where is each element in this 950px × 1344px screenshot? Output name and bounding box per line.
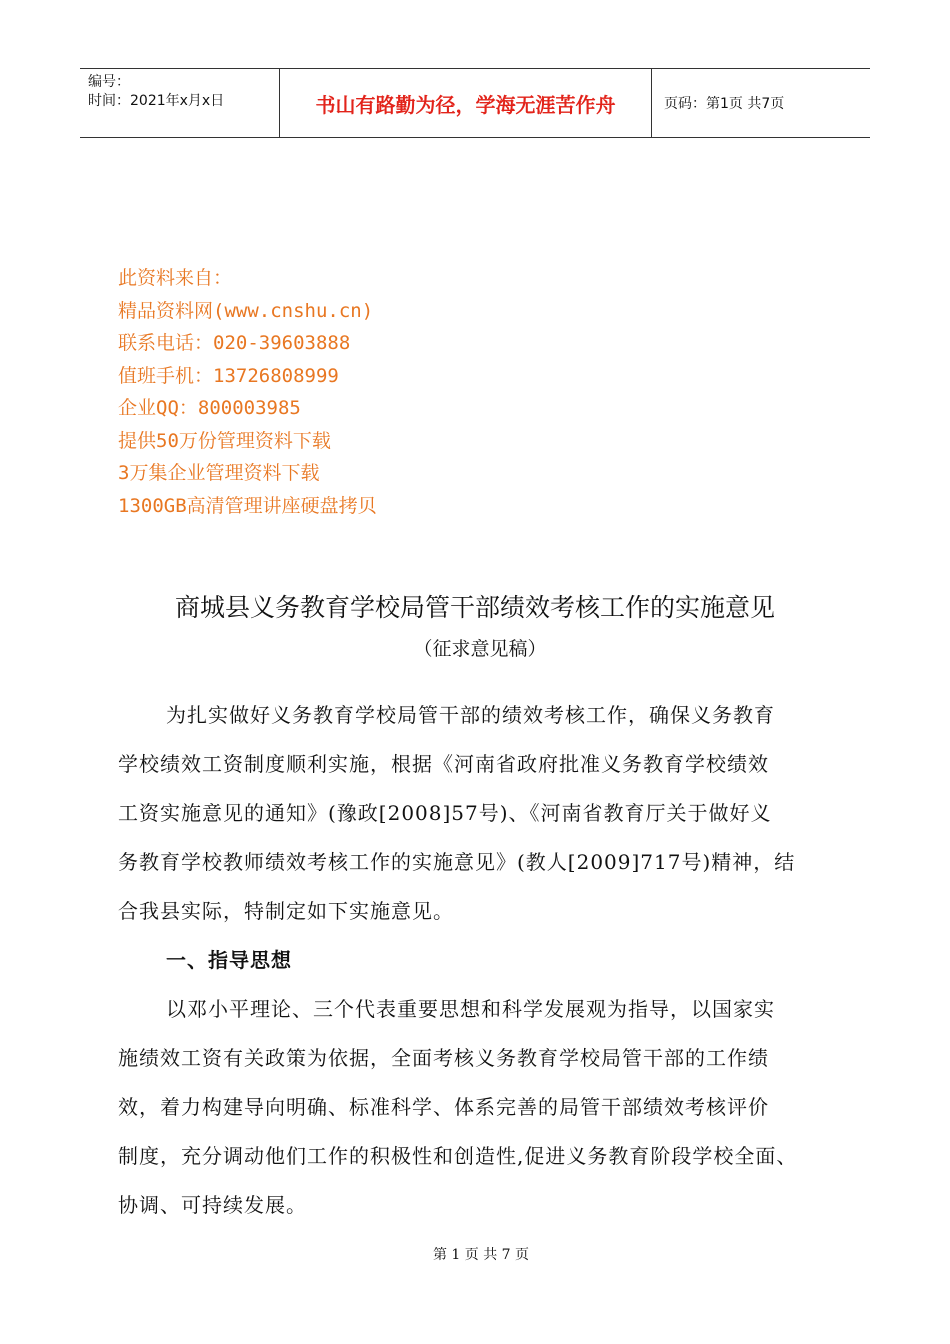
document-title: 商城县义务教育学校局管干部绩效考核工作的实施意见 bbox=[174, 593, 775, 622]
paragraph-line: 合我县实际，特制定如下实施意见。 bbox=[118, 899, 454, 923]
page-header bbox=[80, 68, 870, 138]
document-number-label: 编号： bbox=[88, 74, 130, 90]
ad-line: 联系电话：020-39603888 bbox=[118, 332, 351, 354]
source-ad-block bbox=[118, 262, 377, 522]
header-page-number: 页码：第1页 共7页 bbox=[664, 96, 785, 112]
ad-line: 此资料来自： bbox=[118, 267, 233, 289]
page-footer: 第 1 页 共 7 页 bbox=[432, 1247, 530, 1263]
document-subtitle: （征求意见稿） bbox=[413, 638, 547, 660]
paragraph-line: 制度，充分调动他们工作的积极性和创造性,促进义务教育阶段学校全面、 bbox=[118, 1144, 798, 1168]
paragraph-line: 学校绩效工资制度顺利实施，根据《河南省政府批准义务教育学校绩效 bbox=[118, 752, 769, 776]
ad-line: 1300GB高清管理讲座硬盘拷贝 bbox=[118, 494, 377, 517]
paragraph-line: 协调、可持续发展。 bbox=[118, 1193, 307, 1217]
paragraph-line: 以邓小平理论、三个代表重要思想和科学发展观为指导，以国家实 bbox=[166, 997, 775, 1021]
document-body bbox=[118, 694, 838, 1233]
header-motto: 书山有路勤为径，学海无涯苦作舟 bbox=[280, 69, 652, 137]
ad-line: 精品资料网(www.cnshu.cn) bbox=[118, 299, 374, 322]
ad-line: 3万集企业管理资料下载 bbox=[118, 462, 320, 484]
document-time-label: 时间：2021年x月x日 bbox=[88, 93, 225, 109]
ad-line: 提供50万份管理资料下载 bbox=[118, 429, 331, 452]
paragraph-line: 效，着力构建导向明确、标准科学、体系完善的局管干部绩效考核评价 bbox=[118, 1095, 769, 1119]
ad-line: 值班手机：13726808999 bbox=[118, 364, 339, 387]
paragraph-line: 施绩效工资有关政策为依据，全面考核义务教育学校局管干部的工作绩 bbox=[118, 1046, 769, 1070]
paragraph-line: 工资实施意见的通知》(豫政[2008]57号)、《河南省教育厅关于做好义 bbox=[118, 801, 772, 825]
paragraph-line: 为扎实做好义务教育学校局管干部的绩效考核工作，确保义务教育 bbox=[166, 703, 775, 727]
header-meta bbox=[80, 69, 280, 137]
section-heading: 一、指导思想 bbox=[166, 948, 292, 972]
ad-line: 企业QQ：800003985 bbox=[118, 397, 301, 419]
paragraph-line: 务教育学校教师绩效考核工作的实施意见》(教人[2009]717号)精神，结 bbox=[118, 850, 796, 874]
